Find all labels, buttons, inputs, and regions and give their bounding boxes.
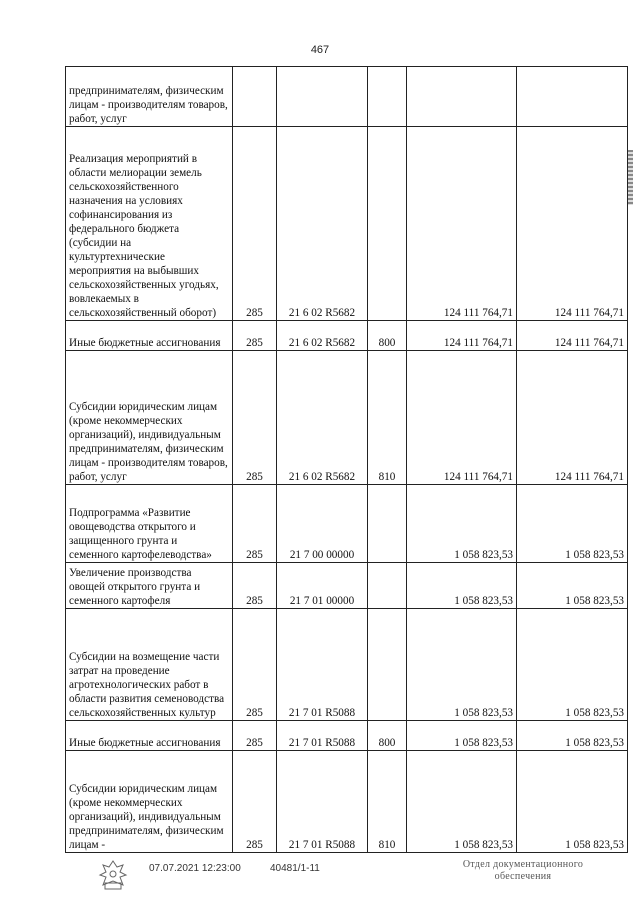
row-vr-code: 800 [368, 321, 407, 351]
row-amount-1: 1 058 823,53 [407, 485, 517, 563]
table-row [66, 351, 628, 485]
row-amount-1: 124 111 764,71 [407, 351, 517, 485]
row-gr-code: 285 [233, 485, 277, 563]
footer-datetime: 07.07.2021 12:23:00 [149, 863, 241, 874]
row-amount-2: 1 058 823,53 [517, 563, 628, 609]
row-amount-1: 124 111 764,71 [407, 127, 517, 321]
table-row [66, 721, 628, 751]
budget-table-body [66, 67, 628, 853]
row-vr-code [368, 67, 407, 127]
row-name: Иные бюджетные ассигнования [66, 321, 233, 351]
row-vr-code [368, 127, 407, 321]
row-amount-2: 1 058 823,53 [517, 609, 628, 721]
table-row [66, 485, 628, 563]
row-amount-2: 124 111 764,71 [517, 321, 628, 351]
row-gr-code: 285 [233, 609, 277, 721]
row-gr-code: 285 [233, 127, 277, 321]
row-gr-code: 285 [233, 751, 277, 853]
table-row [66, 321, 628, 351]
row-name: предпринимателям, физическим лицам - производителям товаров, работ, услуг [66, 67, 233, 127]
row-gr-code: 285 [233, 321, 277, 351]
row-gr-code: 285 [233, 563, 277, 609]
row-vr-code: 800 [368, 721, 407, 751]
row-csr-code: 21 7 01 R5088 [277, 721, 368, 751]
row-csr-code [277, 67, 368, 127]
table-row [66, 609, 628, 721]
row-vr-code [368, 485, 407, 563]
stamp-line-1: Отдел документационного [462, 859, 584, 870]
footer-registration-number: 40481/1-11 [270, 863, 320, 874]
row-vr-code [368, 563, 407, 609]
budget-table [65, 66, 628, 853]
page-number: 467 [310, 44, 330, 56]
row-amount-1: 1 058 823,53 [407, 721, 517, 751]
stamp-line-2: обеспечения [494, 871, 552, 882]
coat-of-arms-icon [96, 859, 130, 896]
row-amount-1: 124 111 764,71 [407, 321, 517, 351]
row-amount-2: 1 058 823,53 [517, 485, 628, 563]
row-amount-2: 124 111 764,71 [517, 351, 628, 485]
table-row [66, 563, 628, 609]
row-amount-2: 1 058 823,53 [517, 751, 628, 853]
table-row [66, 127, 628, 321]
department-stamp [448, 859, 598, 883]
margin-scan-mark [628, 150, 633, 205]
row-name: Иные бюджетные ассигнования [66, 721, 233, 751]
table-row [66, 751, 628, 853]
row-csr-code: 21 7 00 00000 [277, 485, 368, 563]
row-name: Субсидии юридическим лицам (кроме некоммерческих организаций), индивидуальным предпринимателям, физическим лицам - [66, 751, 233, 853]
table-row [66, 67, 628, 127]
row-csr-code: 21 7 01 00000 [277, 563, 368, 609]
row-name: Реализация мероприятий в области мелиорации земель сельскохозяйственного назначения на условиях софинансирования из федерального бюджета (субсидии на культуртехнические мероприятия на выбывших сельскохозяйственных угодьях, вовлекаемых в сельскохозяйственный оборот) [66, 127, 233, 321]
row-csr-code: 21 6 02 R5682 [277, 351, 368, 485]
row-amount-1 [407, 67, 517, 127]
row-amount-1: 1 058 823,53 [407, 563, 517, 609]
row-name: Субсидии юридическим лицам (кроме некоммерческих организаций), индивидуальным предпринимателям, физическим лицам - производителям товаров, работ, услуг [66, 351, 233, 485]
row-amount-1: 1 058 823,53 [407, 609, 517, 721]
row-amount-2: 124 111 764,71 [517, 127, 628, 321]
row-csr-code: 21 7 01 R5088 [277, 609, 368, 721]
row-name: Увеличение производства овощей открытого грунта и семенного картофеля [66, 563, 233, 609]
row-name: Подпрограмма «Развитие овощеводства открытого и защищенного грунта и семенного картофелеводства» [66, 485, 233, 563]
row-gr-code: 285 [233, 721, 277, 751]
page-footer [0, 859, 640, 899]
row-csr-code: 21 6 02 R5682 [277, 321, 368, 351]
row-gr-code [233, 67, 277, 127]
row-csr-code: 21 6 02 R5682 [277, 127, 368, 321]
row-vr-code: 810 [368, 351, 407, 485]
row-amount-1: 1 058 823,53 [407, 751, 517, 853]
row-vr-code [368, 609, 407, 721]
row-amount-2: 1 058 823,53 [517, 721, 628, 751]
row-vr-code: 810 [368, 751, 407, 853]
row-name: Субсидии на возмещение части затрат на проведение агротехнологических работ в области развития семеноводства сельскохозяйственных культур [66, 609, 233, 721]
row-csr-code: 21 7 01 R5088 [277, 751, 368, 853]
row-gr-code: 285 [233, 351, 277, 485]
row-amount-2 [517, 67, 628, 127]
